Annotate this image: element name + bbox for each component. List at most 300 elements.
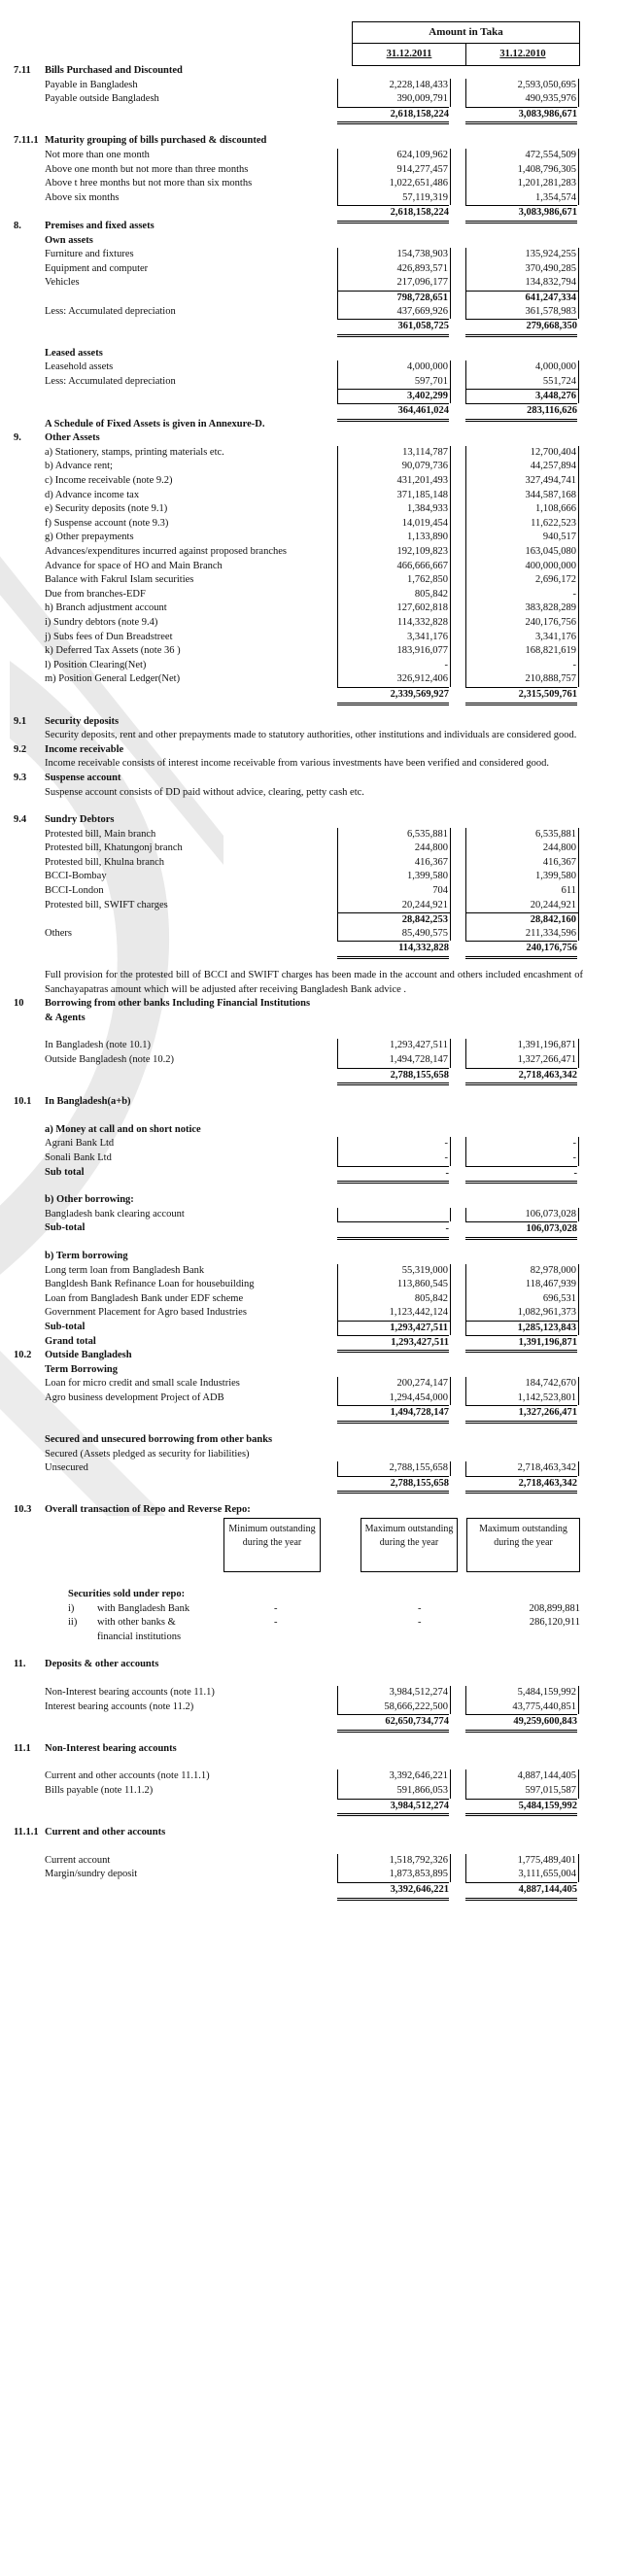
value-2011 [337,1208,451,1222]
value-2011: 416,367 [337,856,451,871]
total-row [0,1335,618,1350]
value-2010: 472,554,509 [465,149,579,163]
row-label: Above one month but not more than three months [45,163,249,175]
value-2010: 416,367 [465,856,579,871]
value-2011: 591,866,053 [337,1784,451,1799]
table-row [0,1784,618,1799]
table-row [0,1039,618,1053]
value-2011: 183,916,077 [337,644,451,659]
table-row [0,305,618,320]
value-2011: 3,341,176 [337,631,451,645]
row-label: c) Income receivable (note 9.2) [45,475,173,487]
value-2010: 383,828,289 [465,601,579,616]
table-row [0,715,618,730]
value-2011: 624,109,962 [337,149,451,163]
value-2010: 20,244,921 [465,899,579,913]
row-label: Non-Interest bearing accounts [45,1742,177,1754]
value-2011: 114,332,828 [337,941,449,959]
table-row [0,1306,618,1321]
table-row [0,1137,618,1151]
repo-row [0,1631,618,1645]
value-2011: 2,618,158,224 [337,107,449,125]
row-label: Protested bill, Khulna branch [45,856,165,868]
value-2011: 1,494,728,147 [337,1053,451,1068]
total-row [0,1405,618,1420]
table-row [0,191,618,206]
table-row [0,1433,618,1448]
value-2011: 1,022,651,486 [337,177,451,191]
row-label: Income receivable [45,743,124,755]
note-number: 9.2 [14,743,27,755]
value-2011: 364,461,024 [337,403,449,422]
value-2011: 217,096,177 [337,276,451,291]
value-2011: 798,728,651 [337,291,451,305]
note-number: 11.1.1 [14,1827,39,1838]
value-2011: 2,788,155,658 [337,1068,449,1086]
row-label: & Agents [45,1012,86,1023]
table-row [0,1123,618,1138]
financial-notes [0,64,618,1897]
value-2010: 4,887,144,405 [465,1882,577,1901]
year-2010-header: 31.12.2010 [499,49,546,59]
row-label: Non-Interest bearing accounts (note 11.1) [45,1687,215,1698]
value-2010: 43,775,440,851 [465,1700,579,1715]
row-label: Payable in Bangladesh [45,79,138,90]
value-2010: 82,978,000 [465,1264,579,1279]
table-row [0,502,618,517]
value-2010: 2,315,509,761 [465,687,577,705]
table-row [0,234,618,249]
row-label: Sundry Debtors [45,814,115,826]
row-label: Equipment and computer [45,262,149,274]
table-row [0,927,618,942]
value-2010: 490,935,976 [465,92,579,107]
total-row [0,687,618,702]
row-label: Bills Purchased and Discounted [45,65,183,76]
value-2010: 611 [465,884,579,899]
row-label: h) Branch adjustment account [45,602,167,614]
repo-r: i) [68,1602,75,1614]
table-row [0,517,618,532]
value-2011: - [337,1166,449,1185]
row-label: Suspense account [45,772,121,783]
table-row [0,474,618,489]
value-2011: 3,392,646,221 [337,1769,451,1784]
note-number: 10 [14,998,24,1010]
table-row [0,64,618,79]
table-row [0,1391,618,1406]
row-label: Other Assets [45,432,100,444]
notes-section-9-3 [0,772,618,786]
amount-header [352,21,580,66]
row-label: Above t hree months but not more than six months [45,178,253,189]
repo-r: ii) [68,1617,78,1629]
value-2010: 3,448,276 [465,389,579,403]
total-row [0,403,618,418]
row-label: g) Other prepayments [45,532,134,543]
value-2011: 2,788,155,658 [337,1461,451,1476]
row-label: Less: Accumulated depreciation [45,375,176,387]
value-2010: 1,775,489,401 [465,1854,579,1869]
table-row [0,560,618,574]
value-2010: 3,083,986,671 [465,205,577,223]
row-label: In Bangladesh (note 10.1) [45,1040,152,1051]
value-2010: 641,247,334 [465,291,579,305]
repo-row [0,1616,618,1631]
value-2011: 1,762,850 [337,573,451,588]
table-row [0,1461,618,1476]
value-2011: 1,399,580 [337,870,451,884]
row-label: Loan for micro credit and small scale Industries [45,1378,240,1390]
value-2011: 20,244,921 [337,899,451,913]
para-9-3: Suspense account consists of DD paid without advice, clearing, petty cash etc. [45,786,364,798]
row-label: Above six months [45,191,120,203]
row-label: Outside Bangladesh (note 10.2) [45,1054,174,1065]
value-2011: - [337,1221,449,1240]
value-2010: 2,593,050,695 [465,79,579,93]
total-row [0,205,618,220]
table-row [0,588,618,602]
table-row [0,1854,618,1869]
repo-title-row [0,1588,618,1602]
value-2011: 361,058,725 [337,319,449,337]
value-2011: 371,185,148 [337,489,451,503]
para-9-1: Security deposits, rent and other prepayments made to statutory authorities, other institutions and individuals are considered good. [45,730,577,741]
table-row [0,899,618,913]
value-2010: 211,334,596 [465,927,579,942]
table-row [0,1868,618,1882]
row-label: a) Money at call and on short notice [45,1123,201,1135]
row-label: Sonali Bank Ltd [45,1151,112,1163]
value-2010: 134,832,794 [465,276,579,291]
note-number: 9.3 [14,772,27,783]
table-row [0,531,618,545]
table-row [0,813,618,828]
table-row [0,431,618,446]
value-2010: 1,354,574 [465,191,579,206]
table-row [0,997,618,1012]
row-label: Bangladesh bank clearing account [45,1208,185,1219]
table-row [0,1095,618,1110]
row-label: Maturity grouping of bills purchased & discounted [45,135,267,147]
value-2010: 361,578,983 [465,305,579,320]
row-label: l) Position Clearing(Net) [45,659,147,670]
row-label: Borrowing from other banks Including Financial Institutions [45,998,311,1010]
table-row [0,1769,618,1784]
table-row [0,460,618,474]
row-label: Secured (Assets pledged as security for liabilities) [45,1448,250,1460]
value-2011: 2,339,569,927 [337,687,449,705]
repo-items [0,1602,618,1645]
value-2010: - [465,588,579,602]
value-2011: 466,666,667 [337,560,451,574]
value-2010: 2,718,463,342 [465,1476,577,1494]
value-2010: 5,484,159,992 [465,1799,577,1817]
note-number: 7.11 [14,65,31,76]
value-2011: 1,384,933 [337,502,451,517]
row-label: Balance with Fakrul Islam securities [45,574,194,586]
value-2011: 1,518,792,326 [337,1854,451,1869]
row-label: Furniture and fixtures [45,249,134,260]
row-label: Long term loan from Bangladesh Bank [45,1264,205,1276]
value-2011: 2,788,155,658 [337,1476,449,1494]
row-label: b) Advance rent; [45,461,113,472]
value-2011: 13,114,787 [337,446,451,461]
value-2011: 1,133,890 [337,531,451,545]
table-row [0,1448,618,1462]
value-2010: - [465,1151,579,1166]
row-label: Due from branches-EDF [45,588,146,600]
repo-col-max: Maximum outstanding during the year [360,1518,458,1572]
table-row [0,1250,618,1264]
table-row [0,912,618,927]
total-row [0,319,618,333]
value-2010: 1,327,266,471 [465,1405,577,1424]
table-row [0,870,618,884]
table-row [0,828,618,842]
table-row [0,1742,618,1757]
value-2011: 55,319,000 [337,1264,451,1279]
value-2010: 11,622,523 [465,517,579,532]
value-2010: 597,015,587 [465,1784,579,1799]
table-row [0,1349,618,1363]
value-2011: 58,666,222,500 [337,1700,451,1715]
value-2011: 57,119,319 [337,191,451,206]
repo-row [0,1602,618,1617]
notes-section-7-9 [0,64,618,729]
repo-m1: - [274,1602,278,1614]
value-2010: 106,073,028 [465,1208,579,1222]
value-2010: 240,176,756 [465,941,577,959]
value-2011: 28,842,253 [337,912,451,927]
row-label: e) Security deposits (note 9.1) [45,503,168,515]
table-row [0,163,618,178]
value-2011: 200,274,147 [337,1377,451,1391]
row-label: Less: Accumulated depreciation [45,305,176,317]
total-row [0,1476,618,1491]
row-label: Margin/sundry deposit [45,1869,138,1880]
table-row [0,177,618,191]
table-row [0,1377,618,1391]
table-row [0,644,618,659]
repo-d: with Bangladesh Bank [97,1602,190,1614]
row-label: j) Subs fees of Dun Breadstreet [45,631,173,642]
value-2010: 370,490,285 [465,262,579,277]
table-row [0,418,618,432]
value-2011: 14,019,454 [337,517,451,532]
repo-col-min: Minimum outstanding during the year [223,1518,321,1572]
value-2011: 597,701 [337,375,451,390]
table-row [0,631,618,645]
row-label: i) Sundry debtors (note 9.4) [45,616,158,628]
value-2011: 3,402,299 [337,389,451,403]
value-2011: - [337,659,451,673]
value-2011: 431,201,493 [337,474,451,489]
value-2011: 113,860,545 [337,1278,451,1292]
row-label: Current and other accounts (note 11.1.1) [45,1770,210,1782]
row-label: Deposits & other accounts [45,1659,159,1670]
value-2011: 85,490,575 [337,927,451,942]
value-2010: 135,924,255 [465,248,579,262]
table-row [0,489,618,503]
row-label: Protested bill, Khatungonj branch [45,842,183,854]
value-2010: 4,000,000 [465,361,579,375]
value-2011: 1,293,427,511 [337,1039,451,1053]
table-row [0,841,618,856]
note-number: 9.4 [14,814,27,826]
value-2010: 1,327,266,471 [465,1053,579,1068]
row-label: Own assets [45,234,93,246]
value-2010: 28,842,160 [465,912,579,927]
table-row [0,79,618,93]
value-2010: 1,399,580 [465,870,579,884]
total-row [0,1221,618,1236]
row-label: Vehicles [45,277,80,289]
value-2010: 1,391,196,871 [465,1039,579,1053]
year-2011-header: 31.12.2011 [353,44,466,65]
value-2010: 106,073,028 [465,1221,577,1240]
note-number: 9.1 [14,715,27,727]
value-2010: 168,821,619 [465,644,579,659]
value-2011: 62,650,734,774 [337,1714,449,1733]
notes-section-9-4 [0,813,618,955]
value-2011: 3,392,646,221 [337,1882,449,1901]
table-row [0,1363,618,1378]
value-2011: 805,842 [337,1292,451,1307]
value-2011: 437,669,926 [337,305,451,320]
table-row [0,92,618,107]
para-9-2: Income receivable consists of interest income receivable from various investments have been verified and considered good. [45,758,549,770]
table-row [0,1321,618,1335]
value-2011: 1,123,442,124 [337,1306,451,1321]
value-2010: 400,000,000 [465,560,579,574]
table-row [0,1151,618,1166]
value-2010: 49,259,600,843 [465,1714,577,1733]
value-2011: 1,293,427,511 [337,1335,449,1354]
total-row [0,1068,618,1082]
value-2011: 114,332,828 [337,616,451,631]
value-2011: 426,893,571 [337,262,451,277]
note-number: 7.11.1 [14,135,39,147]
row-label: BCCI-Bombay [45,871,107,882]
row-label: Payable outside Bangladesh [45,93,159,105]
repo-title: Securities sold under repo: [68,1589,186,1600]
repo-d: with other banks & [97,1617,176,1629]
row-label: m) Position General Ledger(Net) [45,673,181,685]
note-number: 8. [14,220,21,231]
row-label: b) Term borrowing [45,1250,128,1261]
value-2010: - [465,1137,579,1151]
notes-section-11 [0,1658,618,1896]
table-row [0,347,618,361]
row-label: Outside Bangladesh [45,1350,132,1361]
value-2010: 44,257,894 [465,460,579,474]
table-row [0,220,618,234]
table-row [0,545,618,560]
value-2010: 1,082,961,373 [465,1306,579,1321]
note-number: 10.3 [14,1504,32,1516]
value-2011: 390,009,791 [337,92,451,107]
table-row [0,1503,618,1518]
row-label: Security deposits [45,715,120,727]
row-label: Not more than one month [45,149,150,160]
row-label: b) Other borrowing: [45,1194,134,1206]
value-2010: 344,587,168 [465,489,579,503]
row-label: Bangldesh Bank Refinance Loan for housebuilding [45,1279,255,1290]
amount-caption: Amount in Taka [353,22,579,44]
row-label: Sub-total [45,1222,86,1234]
row-label: BCCI-London [45,885,104,897]
table-row [0,1053,618,1068]
value-2010: 283,116,626 [465,403,577,422]
row-label: k) Deferred Tax Assets (note 36 ) [45,645,181,657]
table-row [0,659,618,673]
value-2011: 154,738,903 [337,248,451,262]
value-2010: 1,142,523,801 [465,1391,579,1406]
table-row [0,772,618,786]
row-label: Interest bearing accounts (note 11.2) [45,1700,194,1712]
value-2010: 279,668,350 [465,319,577,337]
value-2010: 3,083,986,671 [465,107,577,125]
value-2010: 118,467,939 [465,1278,579,1292]
value-2011: 2,618,158,224 [337,205,449,223]
total-row [0,1166,618,1181]
row-label: Advances/expenditures incurred against proposed branches [45,546,287,557]
value-2010: 327,494,741 [465,474,579,489]
table-row [0,743,618,758]
row-label: Current account [45,1854,111,1866]
table-row [0,573,618,588]
table-row [0,248,618,262]
table-row [0,134,618,149]
value-2010: 696,531 [465,1292,579,1307]
value-2010: 5,484,159,992 [465,1686,579,1700]
row-label: Advance for space of HO and Main Branch [45,560,223,571]
value-2011: 914,277,457 [337,163,451,178]
table-row [0,1193,618,1208]
table-row [0,601,618,616]
total-row [0,107,618,121]
table-row [0,262,618,277]
row-label: A Schedule of Fixed Assets is given in Annexure-D. [45,418,265,429]
row-label: Sub-total [45,1321,86,1332]
table-row [0,616,618,631]
value-2011: 244,800 [337,841,451,856]
table-row [0,1658,618,1672]
note-number: 11.1 [14,1742,31,1754]
row-label: Bills payable (note 11.1.2) [45,1784,154,1796]
table-row [0,1686,618,1700]
value-2011: 6,535,881 [337,828,451,842]
table-row [0,291,618,305]
note-number: 10.2 [14,1350,32,1361]
row-label: Agro business development Project of ADB [45,1391,224,1403]
value-2010: 1,201,281,283 [465,177,579,191]
value-2010: 1,108,666 [465,502,579,517]
value-2011: 1,294,454,000 [337,1391,451,1406]
value-2011: 127,602,818 [337,601,451,616]
repo-table-header [0,1518,618,1574]
table-row [0,1292,618,1307]
row-label: Government Placement for Agro based Industries [45,1307,247,1319]
value-2010: 1,391,196,871 [465,1335,577,1354]
table-row [0,375,618,390]
value-2011: 192,109,823 [337,545,451,560]
row-label: Agrani Bank Ltd [45,1138,115,1150]
para-9-4: Full provision for the protested bill of BCCI and SWIFT charges has been made in the account and others included encashment of Sanchayapatras amount which will be adjusted after receiving Bangladesh Bank advice . [45,970,583,995]
repo-col-max2: Maximum outstanding during the year [466,1518,580,1572]
table-row [0,884,618,899]
